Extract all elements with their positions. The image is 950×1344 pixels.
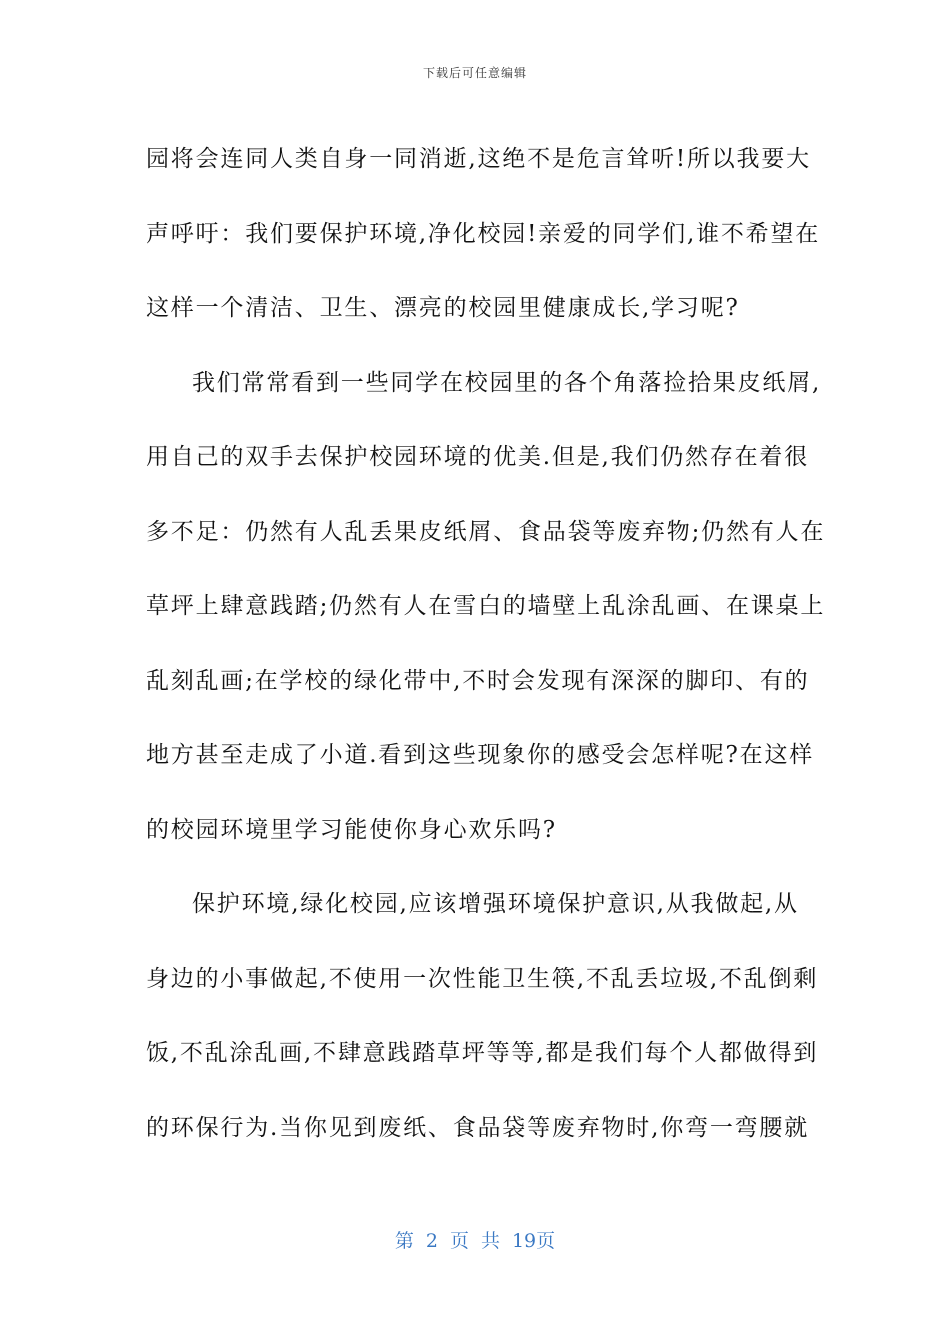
text-line: 多不足：仍然有人乱丢果皮纸屑、食品袋等废弃物;仍然有人在 — [146, 518, 826, 545]
document-body — [146, 122, 826, 1165]
text-line: 乱刻乱画;在学校的绿化带中,不时会发现有深深的脚印、有的 — [146, 667, 810, 694]
footer-total-pages: 19页 — [511, 1230, 556, 1252]
text-line: 饭,不乱涂乱画,不肆意践踏草坪等等,都是我们每个人都做得到 — [146, 1040, 819, 1066]
text-line: 的环保行为.当你见到废纸、食品袋等废弃物时,你弯一弯腰就 — [146, 1114, 810, 1141]
text-line: 我们常常看到一些同学在校园里的各个角落捡拾果皮纸屑, — [192, 369, 822, 396]
footer-current-page: 2 — [425, 1230, 438, 1252]
text-line: 的校园环境里学习能使你身心欢乐吗? — [146, 816, 557, 843]
text-line: 地方甚至走成了小道.看到这些现象你的感受会怎样呢?在这样 — [146, 742, 815, 768]
text-line: 声呼吁：我们要保护环境,净化校园!亲爱的同学们,谁不希望在 — [146, 220, 821, 247]
header-note: 下载后可任意编辑 — [422, 66, 527, 80]
footer-prefix: 第 — [394, 1230, 414, 1252]
text-line: 草坪上肆意践踏;仍然有人在雪白的墙壁上乱涂乱画、在课桌上 — [146, 593, 826, 619]
page-footer — [0, 1226, 950, 1253]
text-line: 用自己的双手去保护校园环境的优美.但是,我们仍然存在着很 — [146, 444, 810, 470]
footer-page-word: 页 — [449, 1230, 469, 1252]
footer-total-word: 共 — [480, 1230, 500, 1252]
text-line: 园将会连同人类自身一同消逝,这绝不是危言耸听!所以我要大 — [146, 146, 811, 172]
text-line: 身边的小事做起,不使用一次性能卫生筷,不乱丢垃圾,不乱倒剩 — [146, 965, 819, 992]
text-line: 保护环境,绿化校园,应该增强环境保护意识,从我做起,从 — [192, 891, 799, 917]
text-line: 这样一个清洁、卫生、漂亮的校园里健康成长,学习呢? — [146, 295, 740, 321]
